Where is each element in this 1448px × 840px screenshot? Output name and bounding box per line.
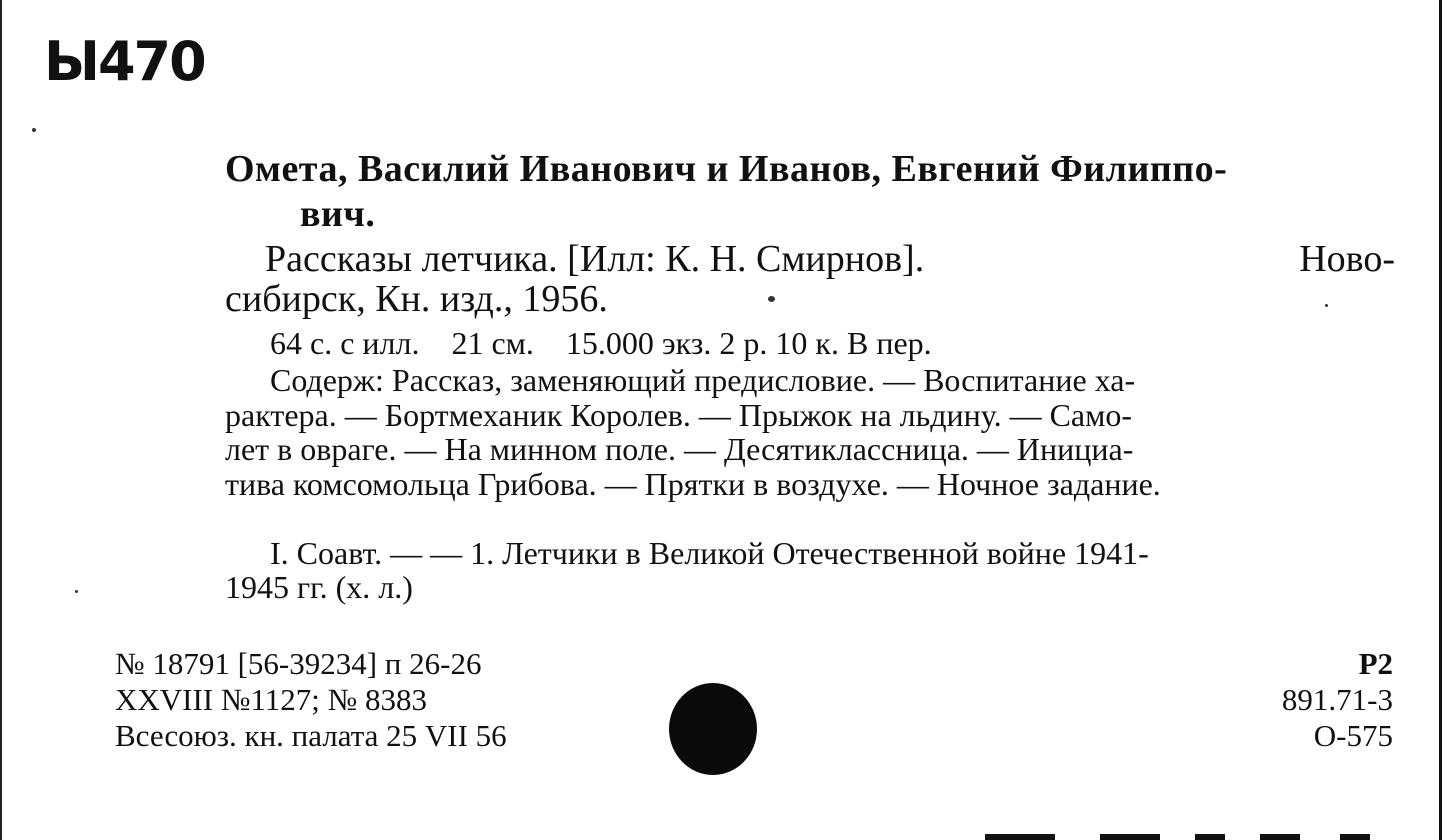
footer-chronicle-number: XXVIII №1127; № 8383 bbox=[115, 682, 427, 717]
tracing-line-2: 1945 гг. (х. л.) bbox=[225, 569, 413, 605]
contents-line-1: Содерж: Рассказ, заменяющий предисловие. — Воспитание ха- bbox=[270, 362, 1136, 398]
title-line-1 bbox=[265, 240, 1395, 278]
title-line-2: сибирск, Кн. изд., 1956. bbox=[225, 278, 608, 320]
footer-author-mark: О-575 bbox=[1313, 718, 1393, 753]
ink-speck bbox=[768, 296, 775, 302]
punch-hole bbox=[669, 683, 757, 775]
footer-udc-number: 891.71-3 bbox=[1281, 682, 1393, 717]
author-heading-line-2: вич. bbox=[300, 193, 376, 235]
collation-line: 64 с. с илл. 21 см. 15.000 экз. 2 р. 10 к. В пер. bbox=[270, 325, 932, 361]
card-left-edge bbox=[0, 0, 2, 840]
footer-chamber-date: Всесоюз. кн. палата 25 VII 56 bbox=[115, 718, 507, 753]
contents-line-3: лет в овраге. — На минном поле. — Десятиклассница. — Инициа- bbox=[225, 431, 1134, 467]
ink-speck bbox=[75, 590, 78, 593]
card-bottom-marks bbox=[0, 830, 1448, 840]
handwritten-call-mark: Ы470 bbox=[44, 30, 205, 93]
contents-line-2: рактера. — Бортмеханик Королев. — Прыжок на льдину. — Само- bbox=[225, 397, 1133, 433]
footer-classification-index: Р2 bbox=[1358, 646, 1393, 681]
title-text-hyphenated: Ново- bbox=[1299, 238, 1395, 280]
card-right-edge bbox=[1439, 0, 1442, 840]
contents-line-4: тива комсомольца Грибова. — Прятки в воздухе. — Ночное задание. bbox=[225, 466, 1161, 502]
ink-speck bbox=[32, 128, 36, 132]
ink-speck bbox=[1325, 304, 1328, 307]
footer-registration-number: № 18791 [56-39234] п 26-26 bbox=[115, 646, 482, 681]
title-text: Рассказы летчика. [Илл: К. Н. Смирнов]. bbox=[265, 238, 925, 280]
tracing-line-1: I. Соавт. — — 1. Летчики в Великой Отечественной войне 1941- bbox=[270, 535, 1149, 571]
author-heading-line-1: Омета, Василий Иванович и Иванов, Евгений Филиппо- bbox=[225, 148, 1228, 190]
